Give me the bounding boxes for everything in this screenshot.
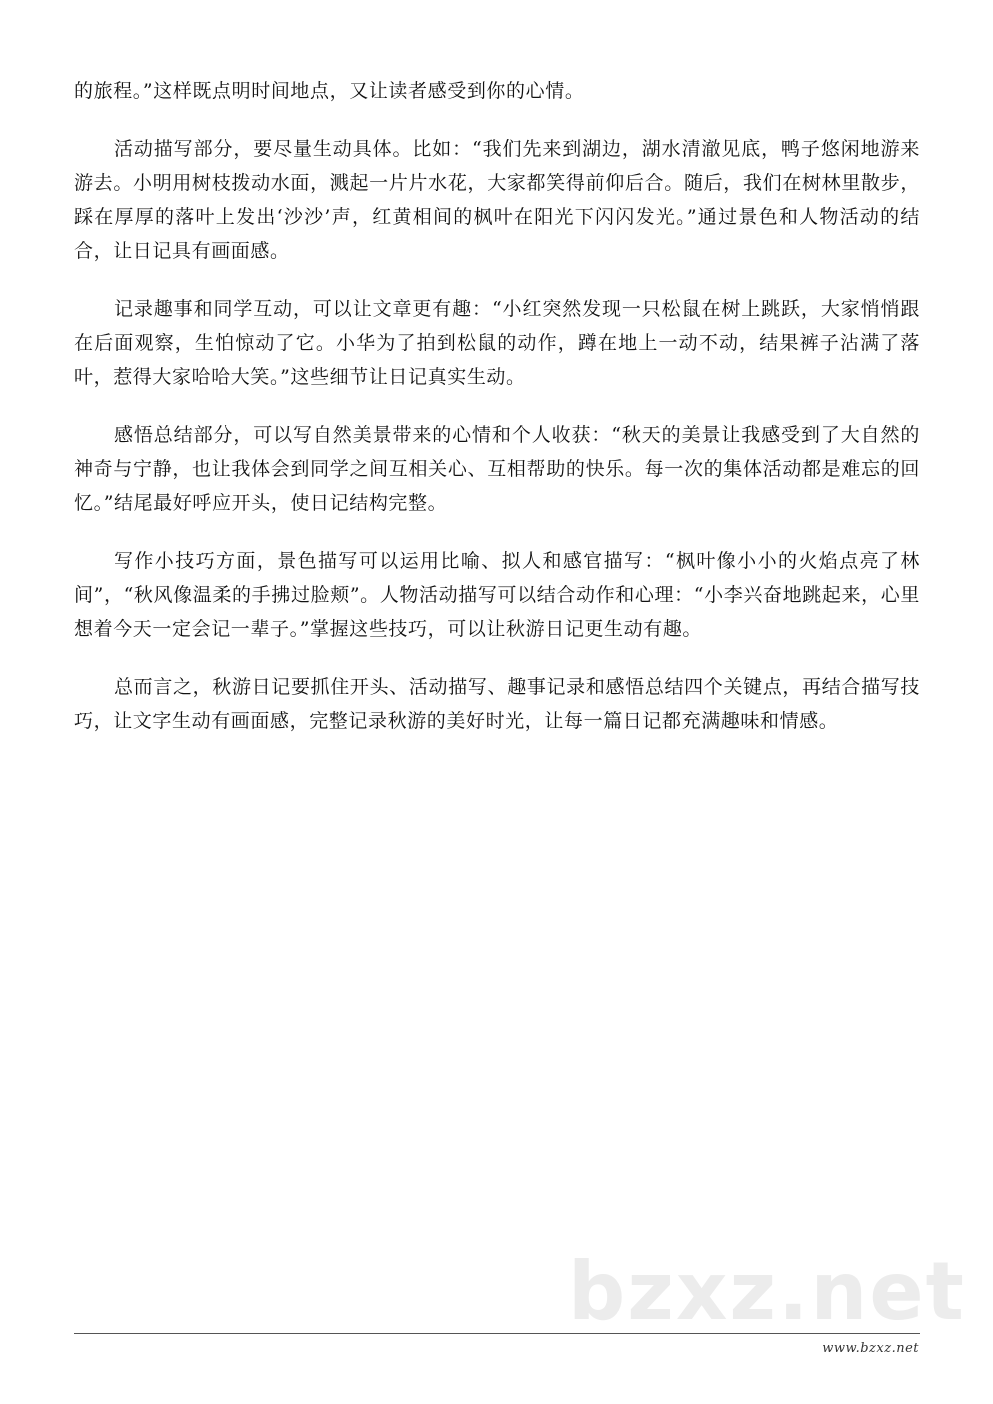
footer-url: www.bzxz.net	[822, 1341, 919, 1356]
paragraph-fun-events: 记录趣事和同学互动，可以让文章更有趣：“小红突然发现一只松鼠在树上跳跃，大家悄悄跟在后面观察，生怕惊动了它。小华为了拍到松鼠的动作，蹲在地上一动不动，结果裤子沾满了落叶，惹得大家哈哈大笑。”这些细节让日记真实生动。	[74, 298, 920, 388]
paragraph-reflection-summary: 感悟总结部分，可以写自然美景带来的心情和个人收获：“秋天的美景让我感受到了大自然的神奇与宁静，也让我体会到同学之间互相关心、互相帮助的快乐。每一次的集体活动都是难忘的回忆。”结尾最好呼应开头，使日记结构完整。	[74, 424, 920, 514]
paragraph-continuation: 的旅程。”这样既点明时间地点，又让读者感受到你的心情。	[74, 80, 585, 102]
watermark-logo: bzxz.net	[568, 1245, 966, 1338]
document-body	[74, 74, 920, 762]
paragraph-conclusion: 总而言之，秋游日记要抓住开头、活动描写、趣事记录和感悟总结四个关键点，再结合描写技巧，让文字生动有画面感，完整记录秋游的美好时光，让每一篇日记都充满趣味和情感。	[74, 676, 920, 732]
footer-divider	[74, 1333, 920, 1334]
paragraph-activity-description: 活动描写部分，要尽量生动具体。比如：“我们先来到湖边，湖水清澈见底，鸭子悠闲地游来游去。小明用树枝拨动水面，溅起一片片水花，大家都笑得前仰后合。随后，我们在树林里散步，踩在厚厚的落叶上发出‘沙沙’声，红黄相间的枫叶在阳光下闪闪发光。”通过景色和人物活动的结合，让日记具有画面感。	[74, 138, 920, 262]
paragraph-writing-tips: 写作小技巧方面，景色描写可以运用比喻、拟人和感官描写：“枫叶像小小的火焰点亮了林间”，“秋风像温柔的手拂过脸颊”。人物活动描写可以结合动作和心理：“小李兴奋地跳起来，心里想着今天一定会记一辈子。”掌握这些技巧，可以让秋游日记更生动有趣。	[74, 550, 920, 640]
